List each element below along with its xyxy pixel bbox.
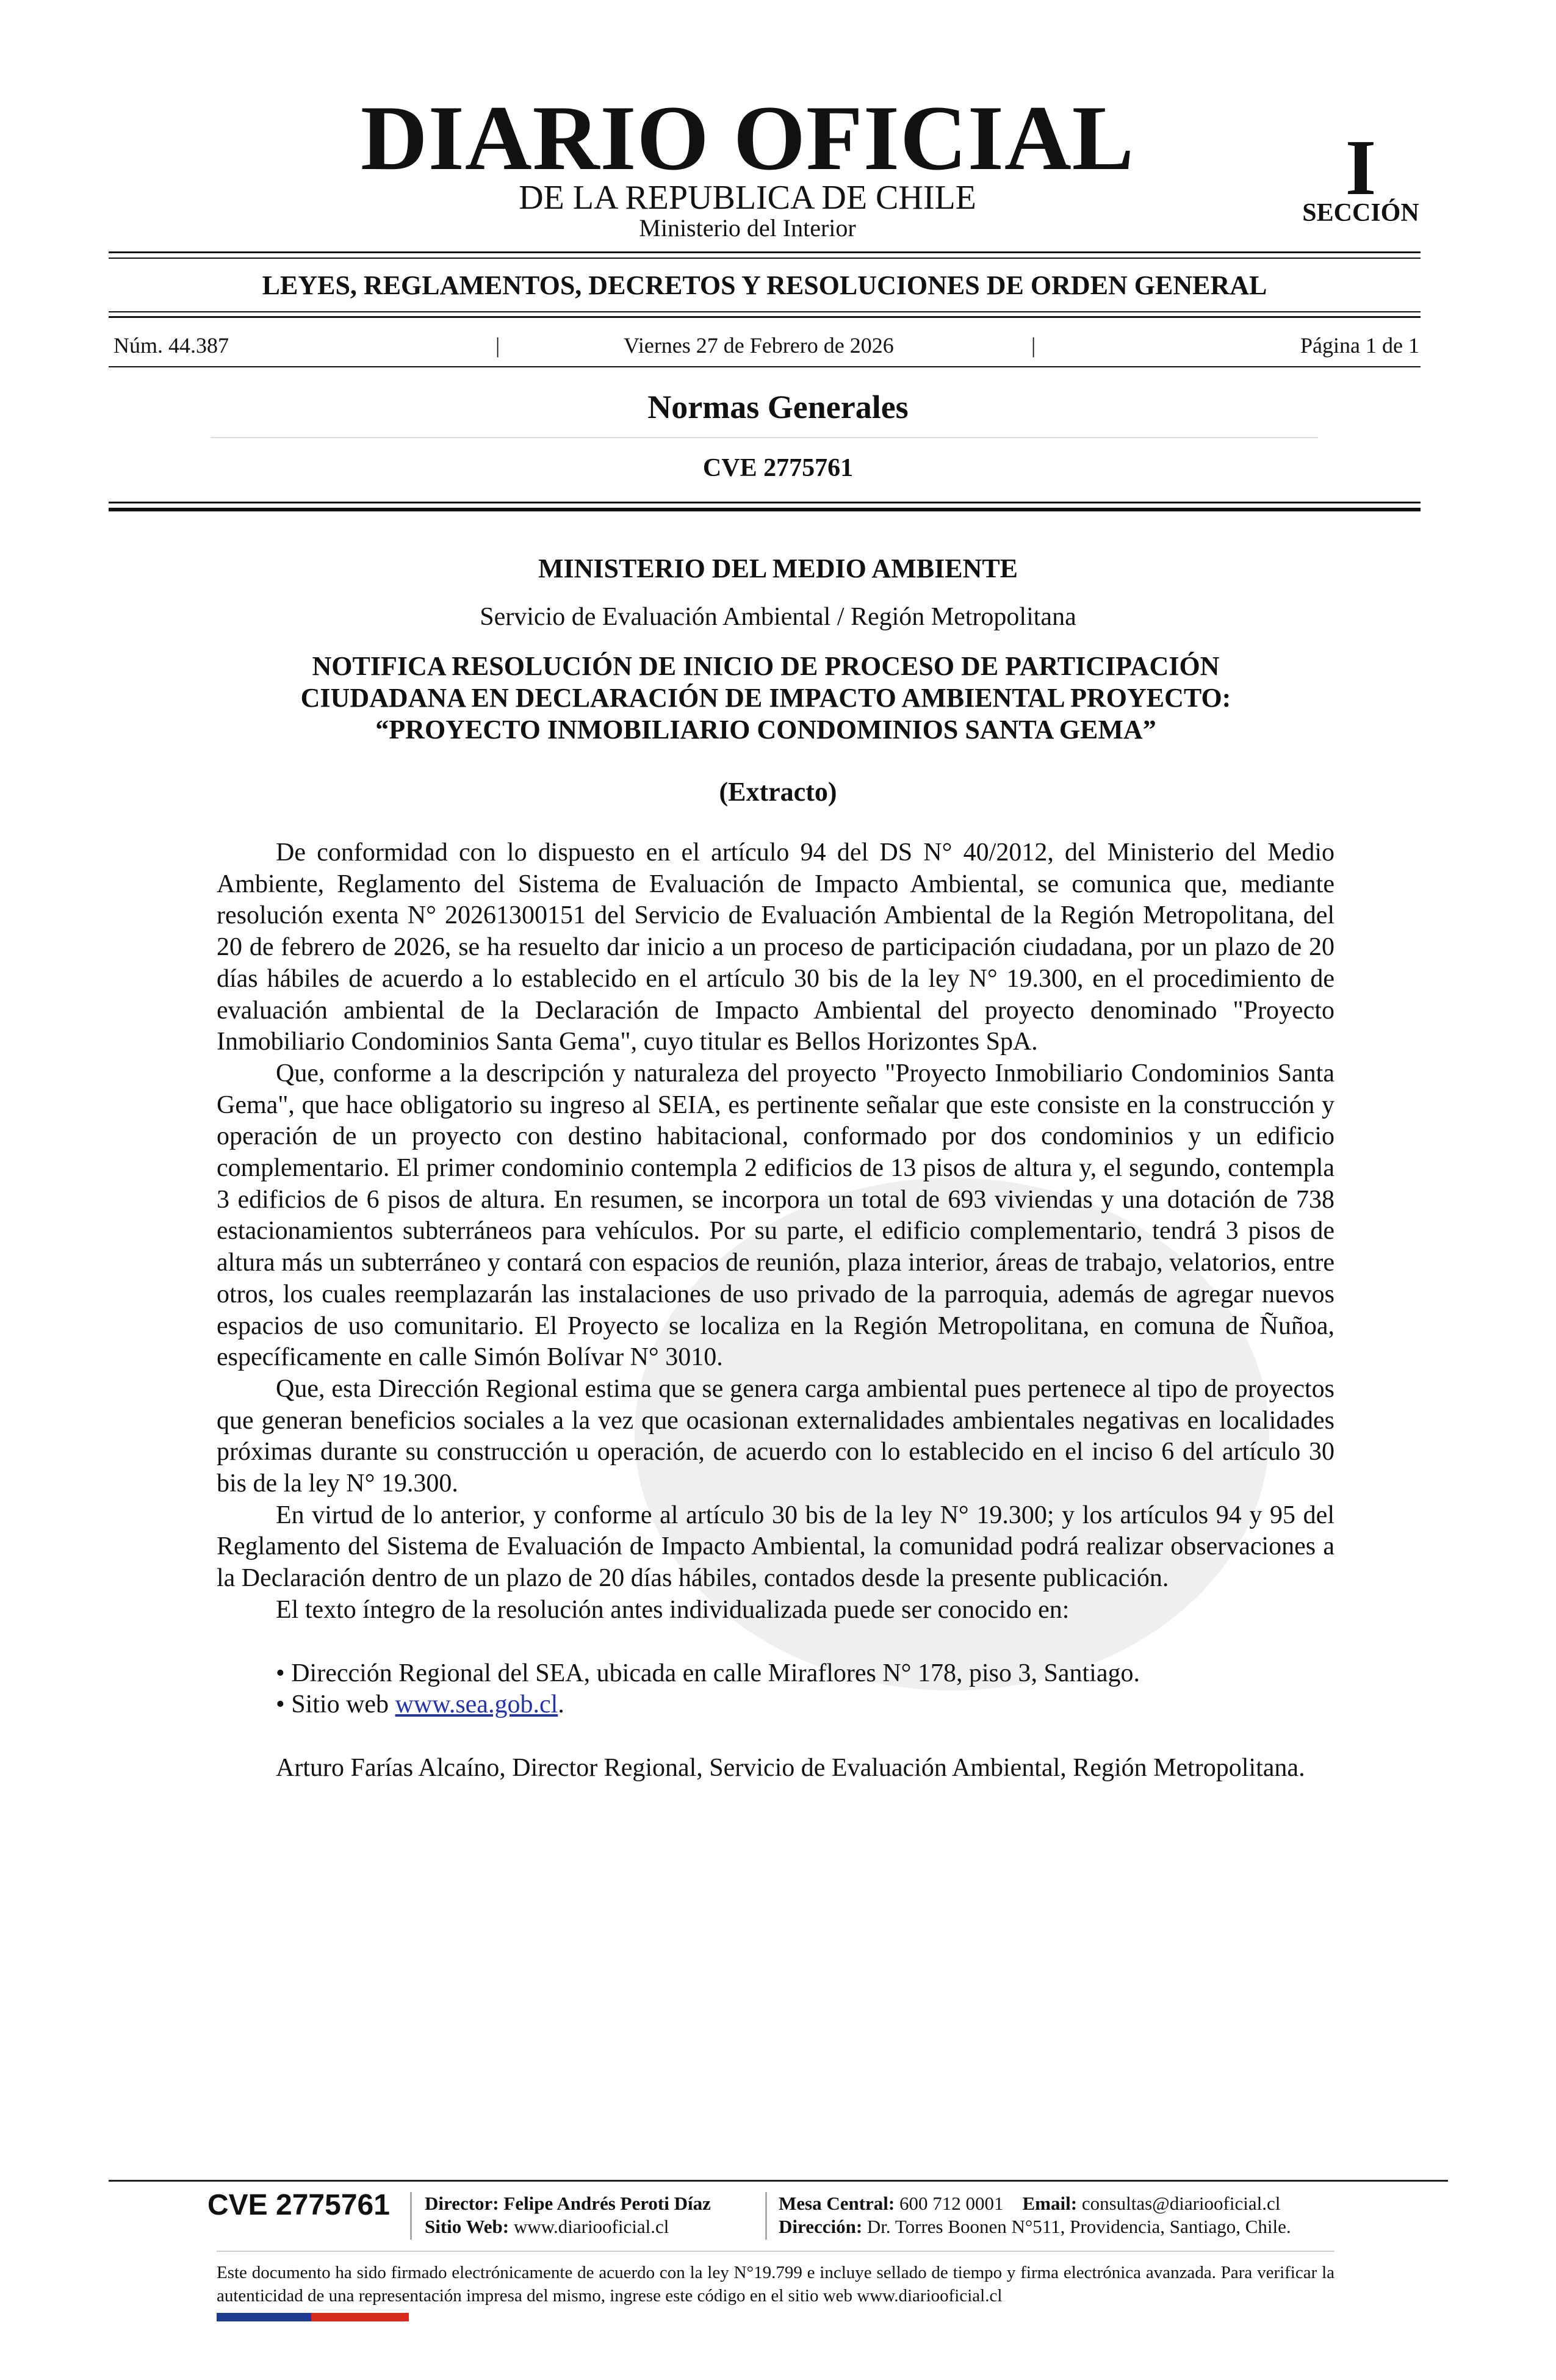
- headline-line: CIUDADANA EN DECLARACIÓN DE IMPACTO AMBIENTAL PROYECTO:: [300, 683, 1231, 713]
- mesa-value: 600 712 0001: [899, 2193, 1004, 2214]
- mesa-label: Mesa Central:: [779, 2193, 895, 2214]
- masthead-title: DIARIO OFICIAL: [360, 87, 1135, 189]
- bullet-website-suffix: .: [558, 1690, 564, 1719]
- bullet-regional-office: • Dirección Regional del SEA, ubicada en calle Miraflores N° 178, piso 3, Santiago.: [276, 1659, 1140, 1687]
- footer-contact-block: [779, 2192, 1291, 2238]
- footer-rule: [109, 2180, 1448, 2182]
- meta-separator: |: [1031, 333, 1036, 358]
- header-rule-1: [109, 502, 1421, 503]
- web-label: Sitio Web:: [425, 2216, 510, 2237]
- address-label: Dirección:: [779, 2216, 863, 2237]
- footer-director-block: [425, 2192, 711, 2238]
- document-headline: [217, 651, 1315, 746]
- issue-number: Núm. 44.387: [113, 333, 229, 358]
- address-value: Dr. Torres Boonen N°511, Providencia, Santiago, Chile.: [866, 2216, 1291, 2237]
- footer-cve: CVE 2775761: [207, 2189, 390, 2221]
- document-body: [217, 837, 1334, 1784]
- masthead-ministry: Ministerio del Interior: [639, 214, 856, 242]
- meta-rule: [109, 366, 1421, 367]
- body-paragraph: De conformidad con lo dispuesto en el artículo 94 del DS N° 40/2012, del Ministerio del Medio Ambiente, Reglamento del Sistema de Evaluación de Impacto Ambiental, se comunica que, mediante resolución exenta N° 20261300151 del Servicio de Evaluación Ambiental de la Región Metropolitana, del 20 de febrero de 2026, se ha resuelto dar inicio a un proceso de participación ciudadana, por un plazo de 20 días hábiles de acuerdo a lo establecido en el artículo 30 bis de la ley N° 19.300, en el procedimiento de evaluación ambiental de la Declaración de Impacto Ambiental del proyecto denominado "Proyecto Inmobiliario Condominios Santa Gema", cuyo titular es Bellos Horizontes SpA.: [217, 838, 1334, 1056]
- document-ministry: MINISTERIO DEL MEDIO AMBIENTE: [538, 554, 1018, 583]
- category-title: Normas Generales: [647, 389, 909, 425]
- category-divider: [211, 437, 1318, 438]
- footer-legal-note: Este documento ha sido firmado electrónicamente de acuerdo con la ley N°19.799 e incluye sellado de tiempo y firma electrónica avanzada. Para verificar la autenticidad de una representación impresa del mismo, ingrese este código en el sitio web www.diariooficial.cl: [217, 2263, 1334, 2306]
- section-number: I: [1345, 124, 1377, 212]
- cve-code: CVE 2775761: [702, 454, 854, 482]
- director-name: Felipe Andrés Peroti Díaz: [503, 2193, 711, 2214]
- footer-separator: [410, 2192, 412, 2240]
- signature: Arturo Farías Alcaíno, Director Regional, Servicio de Evaluación Ambiental, Región Metropolitana.: [276, 1753, 1305, 1782]
- headline-line: NOTIFICA RESOLUCIÓN DE INICIO DE PROCESO DE PARTICIPACIÓN: [312, 651, 1220, 681]
- banner-rule-bottom: [109, 311, 1421, 312]
- masthead-subtitle: DE LA REPUBLICA DE CHILE: [519, 179, 976, 217]
- bullet-website: [217, 1689, 1334, 1721]
- section-label: SECCIÓN: [1302, 199, 1419, 227]
- flag-stripe-red: [311, 2313, 409, 2321]
- banner-title: LEYES, REGLAMENTOS, DECRETOS Y RESOLUCIONES DE ORDEN GENERAL: [262, 270, 1267, 300]
- banner-rule-bottom-2: [109, 316, 1421, 318]
- email-value[interactable]: consultas@diariooficial.cl: [1081, 2193, 1281, 2214]
- banner-rule-top: [109, 251, 1421, 253]
- meta-separator: |: [495, 333, 500, 358]
- flag-stripe-blue: [217, 2313, 311, 2321]
- headline-line: “PROYECTO INMOBILIARIO CONDOMINIOS SANTA GEMA”: [375, 715, 1156, 745]
- page-indicator: Página 1 de 1: [1300, 333, 1419, 358]
- extract-label: (Extracto): [719, 777, 837, 807]
- email-label: Email:: [1022, 2193, 1078, 2214]
- body-paragraph: Que, conforme a la descripción y naturaleza del proyecto "Proyecto Inmobiliario Condominios Santa Gema", que hace obligatorio su ingreso al SEIA, es pertinente señalar que este consiste en la construcción y operación de un proyecto con destino habitacional, conformado por dos condominios y un edificio complementario. El primer condominio contempla 2 edificios de 13 pisos de altura y, el segundo, contempla 3 edificios de 6 pisos de altura. En resumen, se incorpora un total de 693 viviendas y una dotación de 738 estacionamientos subterráneos para vehículos. Por su parte, el edificio complementario, tendrá 3 pisos de altura más un subterráneo y contará con espacios de reunión, plaza interior, áreas de trabajo, velatorios, entre otros, los cuales reemplazarán las instalaciones de uso privado de la parroquia, además de agregar nuevos espacios de uso comunitario. El Proyecto se localiza en la Región Metropolitana, en comuna de Ñuñoa, específicamente en calle Simón Bolívar N° 3010.: [217, 1059, 1334, 1372]
- web-value[interactable]: www.diariooficial.cl: [513, 2216, 669, 2237]
- director-label: Director:: [425, 2193, 499, 2214]
- banner-rule-top-2: [109, 258, 1421, 259]
- footer-separator: [765, 2192, 767, 2240]
- bullet-website-prefix: • Sitio web: [276, 1690, 395, 1719]
- header-rule-2: [109, 508, 1421, 511]
- sea-website-link[interactable]: www.sea.gob.cl: [395, 1690, 558, 1719]
- body-paragraph: El texto íntegro de la resolución antes individualizada puede ser conocido en:: [276, 1595, 1070, 1624]
- document-service: Servicio de Evaluación Ambiental / Región Metropolitana: [480, 603, 1076, 631]
- body-paragraph: En virtud de lo anterior, y conforme al artículo 30 bis de la ley N° 19.300; y los artículos 94 y 95 del Reglamento del Sistema de Evaluación de Impacto Ambiental, la comunidad podrá realizar observaciones a la Declaración dentro de un plazo de 20 días hábiles, contados desde la presente publicación.: [217, 1501, 1334, 1593]
- body-paragraph: Que, esta Dirección Regional estima que se genera carga ambiental pues pertenece al tipo de proyectos que generan beneficios sociales a la vez que ocasionan externalidades ambientales negativas en localidades próximas durante su construcción u operación, de acuerdo con lo establecido en el inciso 6 del artículo 30 bis de la ley N° 19.300.: [217, 1374, 1334, 1498]
- issue-date: Viernes 27 de Febrero de 2026: [624, 333, 894, 358]
- footer-thin-rule: [217, 2251, 1334, 2252]
